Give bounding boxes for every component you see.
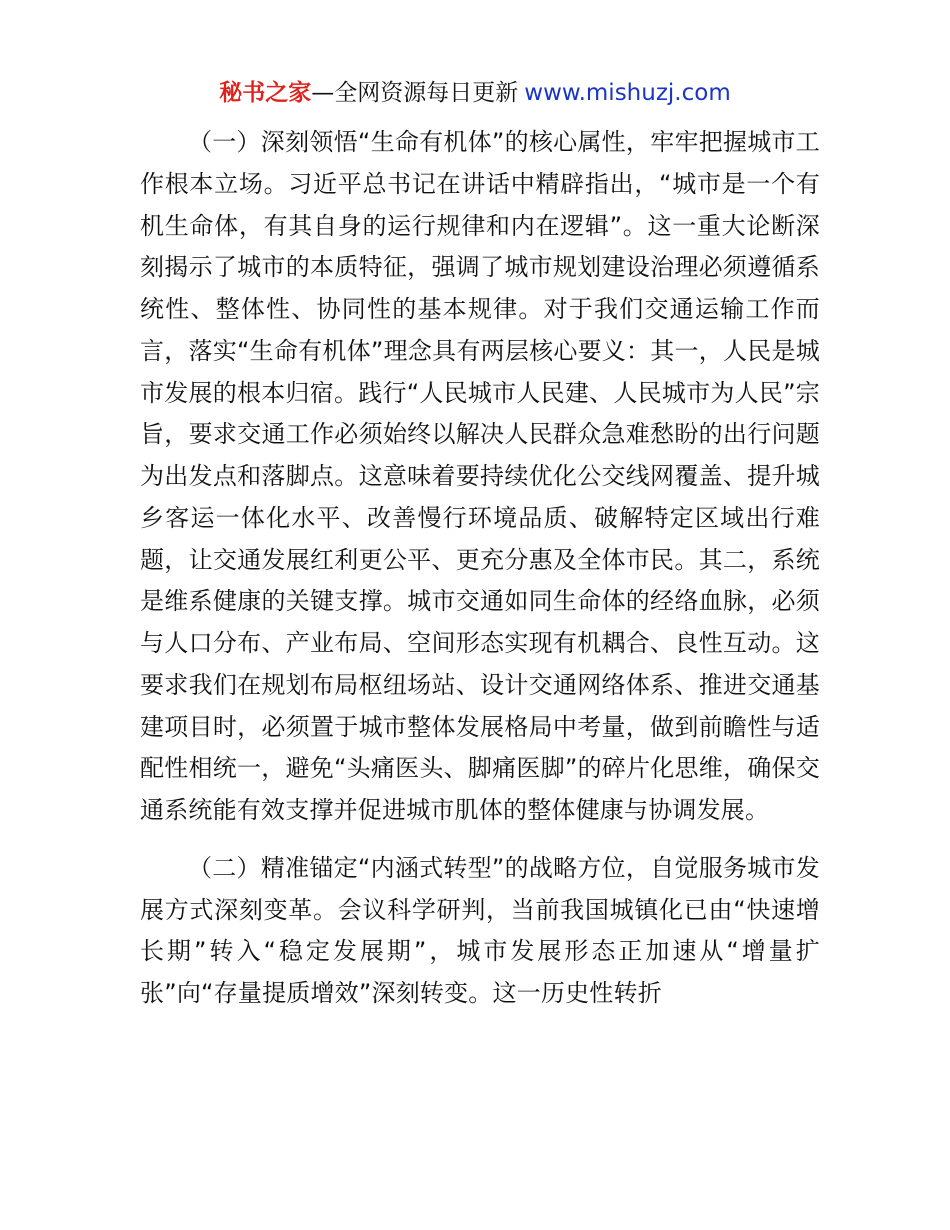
paragraph-2: （二）精准锚定“内涵式转型”的战略方位，自觉服务城市发展方式深刻变革。会议科学研判，当前我国城镇化已由“快速增长期”转入“稳定发展期”，城市发展形态正加速从“增量扩张”向“存量提质增效”深刻转变。这一历史性转折 — [140, 853, 820, 1007]
site-slogan: —全网资源每日更新 — [311, 80, 519, 106]
site-header — [0, 76, 950, 110]
paragraph-1: （一）深刻领悟“生命有机体”的核心属性，牢牢把握城市工作根本立场。习近平总书记在讲话中精辟指出，“城市是一个有机生命体，有其自身的运行规律和内在逻辑”。这一重大论断深刻揭示了城市的本质特征，强调了城市规划建设治理必须遵循系统性、整体性、协同性的基本规律。对于我们交通运输工作而言，落实“生命有机体”理念具有两层核心要义：其一，人民是城市发展的根本归宿。践行“人民城市人民建、人民城市为人民”宗旨，要求交通工作必须始终以解决人民群众急难愁盼的出行问题为出发点和落脚点。这意味着要持续优化公交线网覆盖、提升城乡客运一体化水平、改善慢行环境品质、破解特定区域出行难题，让交通发展红利更公平、更充分惠及全体市民。其二，系统是维系健康的关键支撑。城市交通如同生命体的经络血脉，必须与人口分布、产业布局、空间形态实现有机耦合、良性互动。这要求我们在规划布局枢纽场站、设计交通网络体系、推进交通基建项目时，必须置于城市整体发展格局中考量，做到前瞻性与适配性相统一，避免“头痛医头、脚痛医脚”的碎片化思维，确保交通系统能有效支撑并促进城市肌体的整体健康与协调发展。 — [140, 128, 820, 824]
site-brand: 秘书之家 — [219, 80, 312, 106]
document-body — [140, 122, 820, 1015]
site-url-link[interactable]: www.mishuzj.com — [524, 80, 731, 106]
